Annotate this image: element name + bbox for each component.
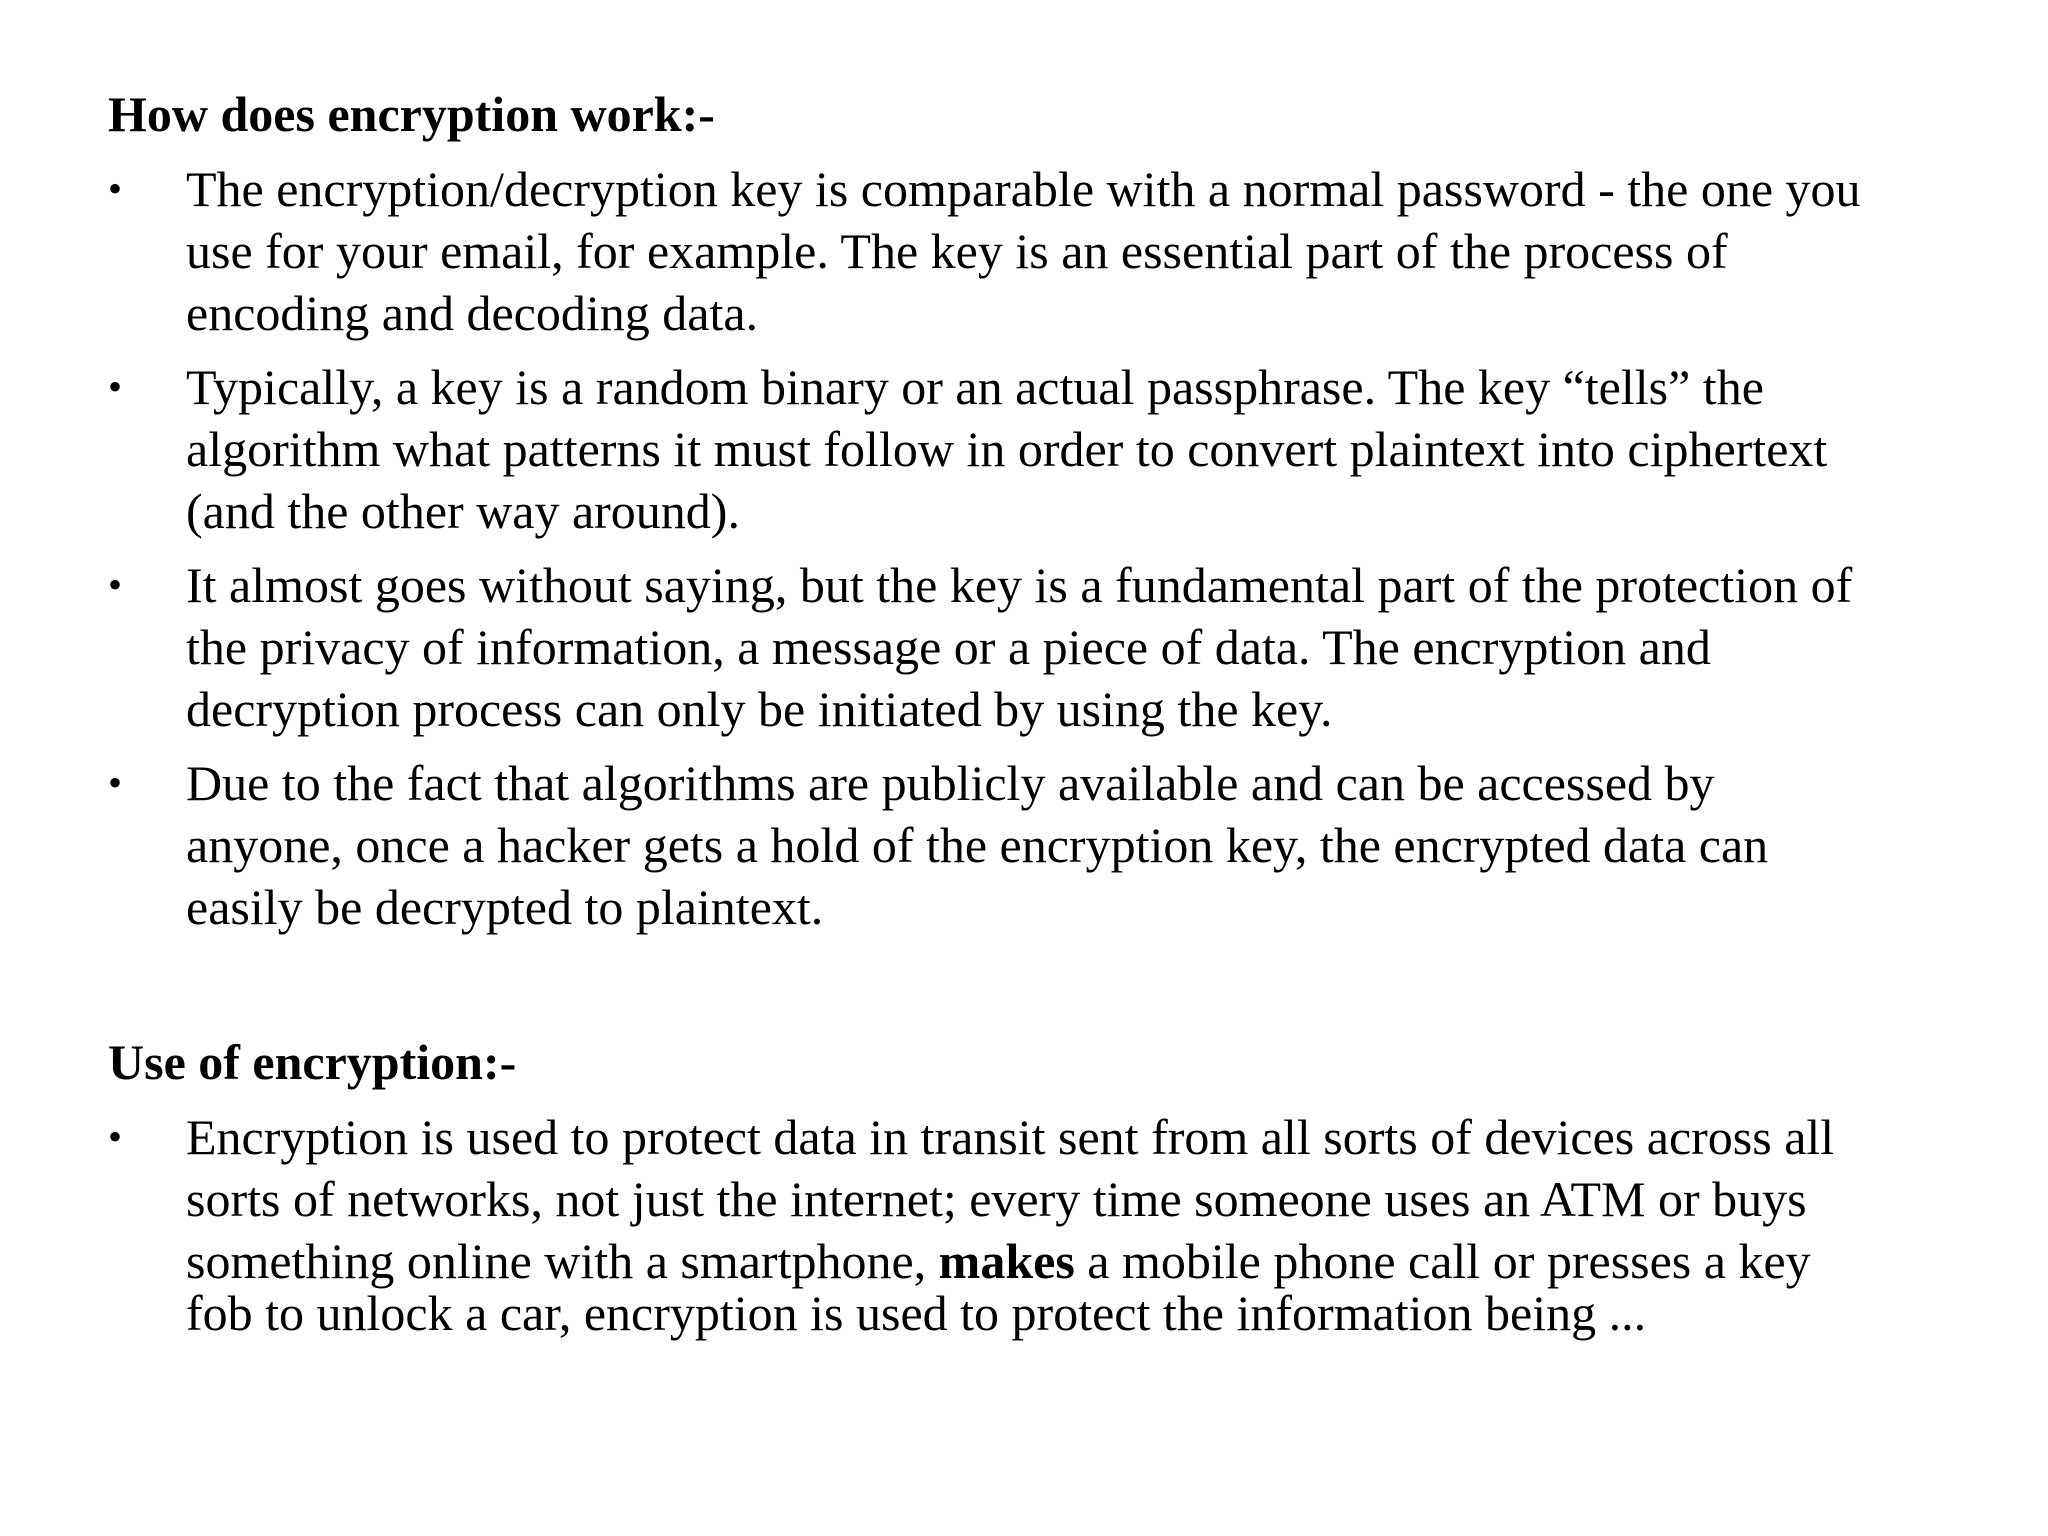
- list-item: [108, 158, 1988, 344]
- text-fragment: something online with a smartphone,: [186, 1233, 939, 1289]
- text-line: It almost goes without saying, but the key is a fundamental part of the protection of: [186, 557, 1853, 613]
- section-heading-use-of-encryption: Use of encryption:-: [108, 1034, 517, 1090]
- bold-word-makes: makes: [938, 1233, 1075, 1289]
- text-line: anyone, once a hacker gets a hold of the encryption key, the encrypted data can: [186, 817, 1769, 873]
- bullet-dot-icon: •: [108, 760, 123, 805]
- list-item: [108, 554, 1988, 740]
- list-item: [108, 752, 1988, 938]
- list-item: [108, 356, 1988, 542]
- text-line: encoding and decoding data.: [186, 285, 759, 341]
- section-heading-how-encryption-works: How does encryption work:-: [108, 86, 715, 142]
- text-line: The encryption/decryption key is comparable with a normal password - the one you: [186, 161, 1861, 217]
- list-item: [108, 1106, 1988, 1344]
- text-line: the privacy of information, a message or a piece of data. The encryption and: [186, 619, 1711, 675]
- text-line: use for your email, for example. The key is an essential part of the process of: [186, 223, 1728, 279]
- text-line: Typically, a key is a random binary or an actual passphrase. The key “tells” the: [186, 359, 1764, 415]
- bullet-dot-icon: •: [108, 166, 123, 211]
- text-fragment: a mobile phone call or presses a key: [1074, 1233, 1811, 1289]
- bullet-dot-icon: •: [108, 562, 123, 607]
- text-line: easily be decrypted to plaintext.: [186, 879, 824, 935]
- text-line: decryption process can only be initiated by using the key.: [186, 681, 1333, 737]
- text-line: Due to the fact that algorithms are publicly available and can be accessed by: [186, 755, 1715, 811]
- bullet-dot-icon: •: [108, 364, 123, 409]
- bullet-list-use-of-encryption: [108, 1106, 1988, 1344]
- text-line: fob to unlock a car, encryption is used to protect the information being ...: [186, 1285, 1647, 1341]
- text-line: algorithm what patterns it must follow in order to convert plaintext into ciphertext: [186, 421, 1828, 477]
- bullet-list-how-encryption-works: [108, 158, 1988, 938]
- bullet-dot-icon: •: [108, 1114, 123, 1159]
- text-line: (and the other way around).: [186, 483, 740, 539]
- text-line: Encryption is used to protect data in transit sent from all sorts of devices across all: [186, 1109, 1835, 1165]
- text-line: sorts of networks, not just the internet; every time someone uses an ATM or buys: [186, 1171, 1807, 1227]
